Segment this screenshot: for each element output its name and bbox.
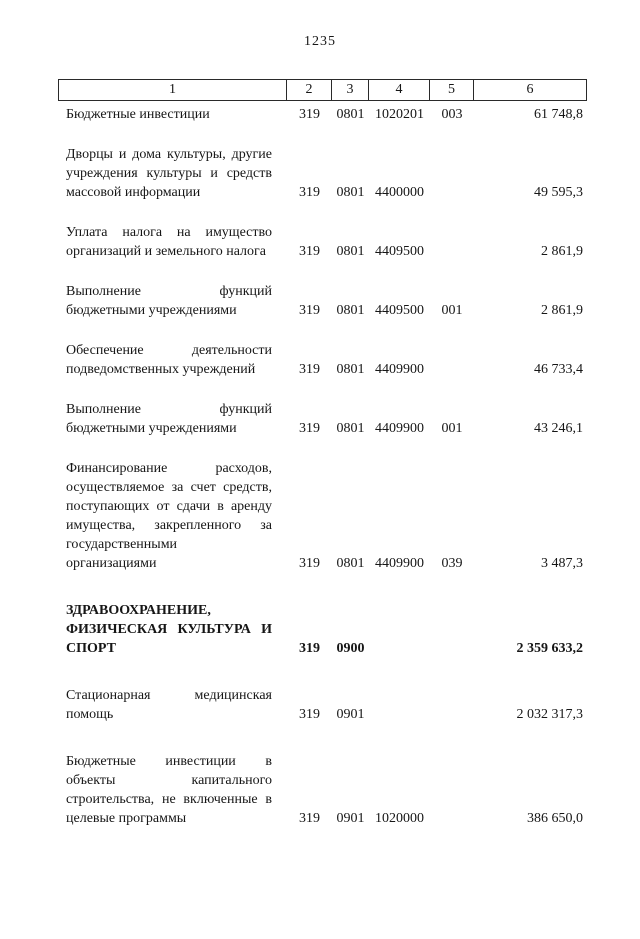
row-code-col3: 0801 [336, 185, 365, 200]
row-code-col4: 4409900 [375, 362, 424, 377]
table-header-row [58, 79, 587, 101]
row-code-col2: 319 [299, 811, 320, 826]
row-amount: 49 595,3 [534, 185, 583, 200]
row-code-col4: 4400000 [375, 185, 424, 200]
row-code-col4: 4409500 [375, 303, 424, 318]
table-row [58, 752, 587, 828]
row-code-col2: 319 [299, 556, 320, 571]
row-code-col2: 319 [299, 185, 320, 200]
row-code-col4: 4409500 [375, 244, 424, 259]
row-code-col3: 0900 [336, 641, 365, 656]
row-name: Стационарная медицинская помощь [66, 688, 272, 722]
row-name: Уплата налога на имущество организаций и земельного налога [66, 225, 272, 259]
row-code-col3: 0901 [336, 707, 365, 722]
row-code-col2: 319 [299, 362, 320, 377]
table-row [58, 341, 587, 379]
row-code-col3: 0801 [336, 244, 365, 259]
row-amount: 2 359 633,2 [516, 641, 583, 656]
row-name: Бюджетные инвестиции [66, 107, 210, 122]
row-code-col5: 001 [441, 421, 463, 436]
row-name: Бюджетные инвестиции в объекты капитального строительства, не включенные в целевые программы [66, 754, 272, 826]
header-col-1: 1 [58, 79, 287, 101]
table-row [58, 282, 587, 320]
row-amount: 2 032 317,3 [516, 707, 583, 722]
row-code-col3: 0801 [336, 303, 365, 318]
header-col-3: 3 [332, 79, 369, 101]
row-code-col3: 0901 [336, 811, 365, 826]
row-code-col5: 003 [441, 107, 463, 122]
row-code-col2: 319 [299, 421, 320, 436]
row-amount: 2 861,9 [541, 244, 583, 259]
table-row [58, 145, 587, 202]
row-code-col2: 319 [299, 303, 320, 318]
budget-table [58, 79, 587, 828]
row-amount: 3 487,3 [541, 556, 583, 571]
row-code-col4: 1020000 [375, 811, 424, 826]
row-amount: 2 861,9 [541, 303, 583, 318]
document-page [0, 34, 640, 939]
header-col-4: 4 [369, 79, 430, 101]
row-code-col2: 319 [299, 707, 320, 722]
row-code-col2: 319 [299, 641, 320, 656]
table-row [58, 105, 587, 124]
row-amount: 386 650,0 [527, 811, 583, 826]
row-code-col2: 319 [299, 107, 320, 122]
row-code-col5: 039 [441, 556, 463, 571]
row-name: Выполнение функций бюджетными учреждениями [66, 402, 272, 436]
row-name: Дворцы и дома культуры, другие учреждения культуры и средств массовой информации [66, 147, 272, 200]
header-col-2: 2 [287, 79, 332, 101]
row-amount: 43 246,1 [534, 421, 583, 436]
header-col-5: 5 [430, 79, 474, 101]
header-col-6: 6 [474, 79, 587, 101]
row-amount: 46 733,4 [534, 362, 583, 377]
row-code-col3: 0801 [336, 107, 365, 122]
row-code-col4: 4409900 [375, 421, 424, 436]
row-name: Выполнение функций бюджетными учреждениями [66, 284, 272, 318]
table-row-section [58, 601, 587, 658]
row-amount: 61 748,8 [534, 107, 583, 122]
row-code-col3: 0801 [336, 362, 365, 377]
row-name: ЗДРАВООХРАНЕНИЕ, ФИЗИЧЕСКАЯ КУЛЬТУРА И СПОРТ [66, 603, 272, 656]
row-code-col2: 319 [299, 244, 320, 259]
row-name: Финансирование расходов, осуществляемое за счет средств, поступающих от сдачи в аренду имущества, закрепленного за государственными организациями [66, 461, 272, 571]
page-number: 1235 [304, 34, 336, 49]
table-row [58, 400, 587, 438]
table-row [58, 223, 587, 261]
row-code-col3: 0801 [336, 556, 365, 571]
row-name: Обеспечение деятельности подведомственных учреждений [66, 343, 272, 377]
row-code-col3: 0801 [336, 421, 365, 436]
row-code-col4: 1020201 [375, 107, 424, 122]
row-code-col5: 001 [441, 303, 463, 318]
table-row [58, 686, 587, 724]
table-row [58, 459, 587, 573]
row-code-col4: 4409900 [375, 556, 424, 571]
